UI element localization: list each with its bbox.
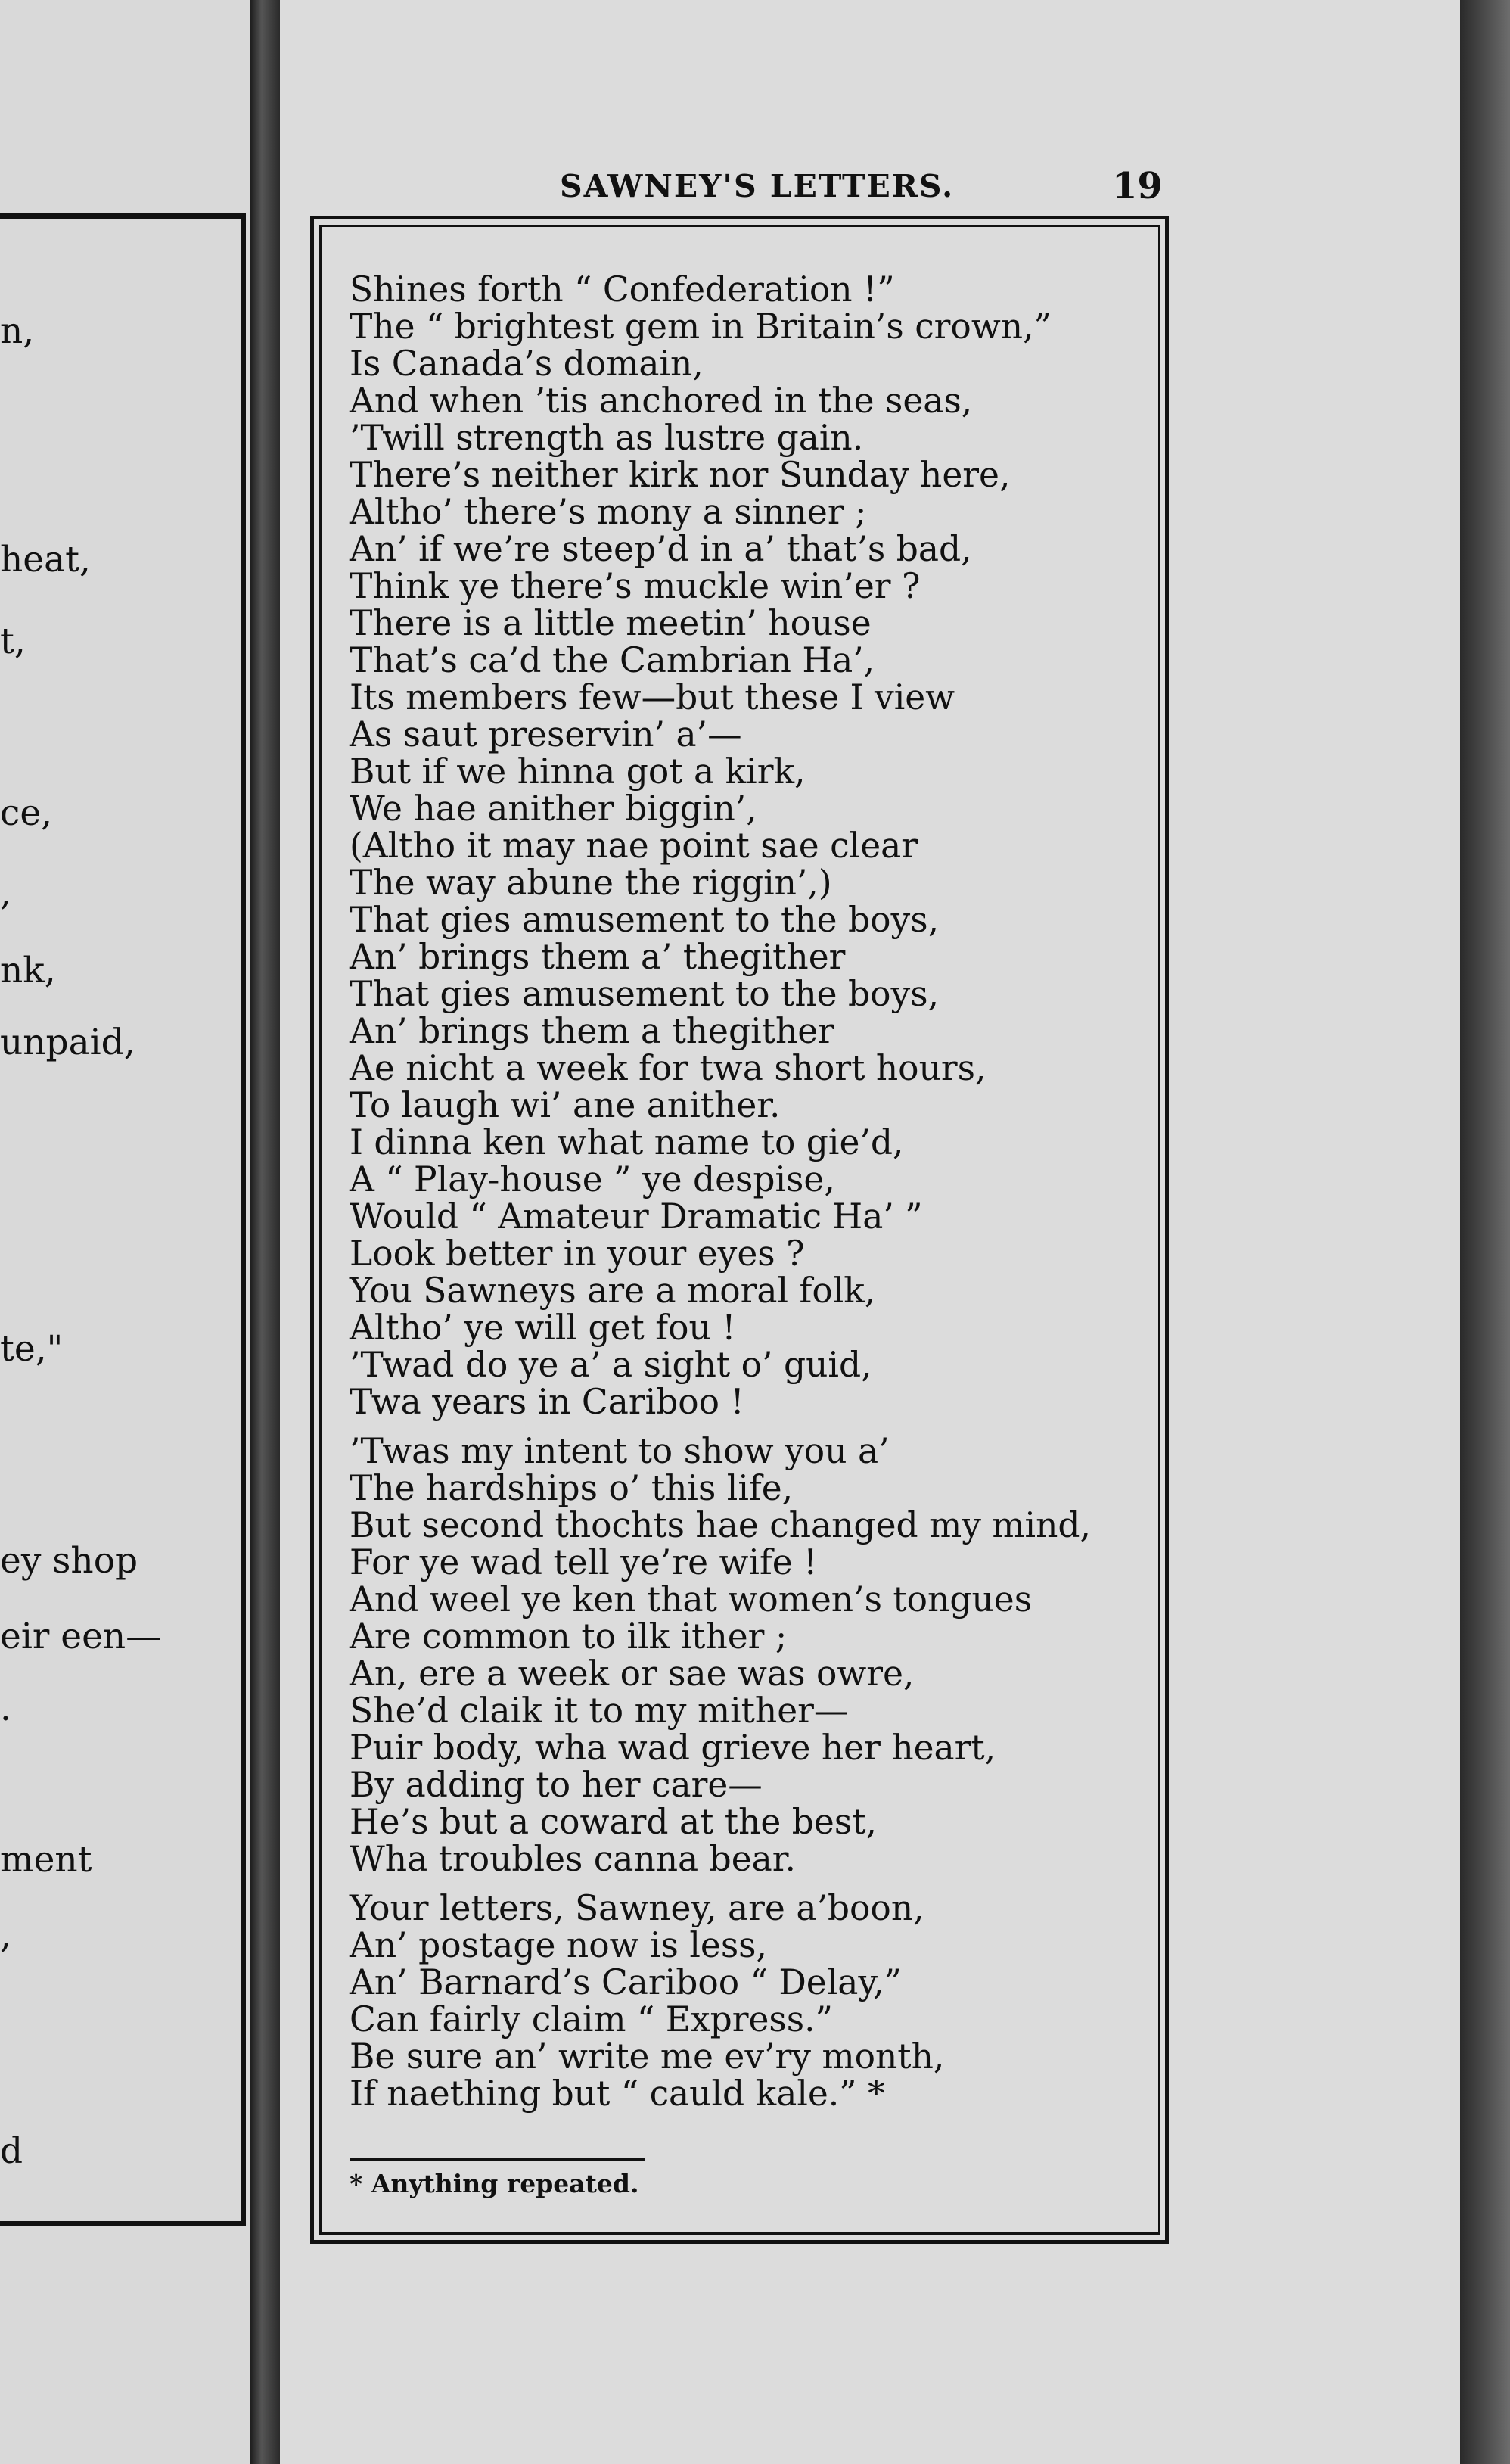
poem-line: He’s but a coward at the best,	[350, 1802, 877, 1842]
poem-line: For ye wad tell ye’re wife !	[350, 1542, 818, 1582]
poem-line: There is a little meetin’ house	[350, 603, 872, 643]
poem-line: Wha troubles canna bear.	[350, 1839, 797, 1879]
poem-line: But second thochts hae changed my mind,	[350, 1505, 1091, 1545]
poem-line: The “ brightest gem in Britain’s crown,”	[350, 306, 1052, 347]
left-page-fragment: ce,	[0, 792, 53, 834]
poem-line: Is Canada’s domain,	[350, 344, 704, 384]
left-page-fragment: t,	[0, 621, 26, 662]
poem-line: An, ere a week or sae was owre,	[350, 1654, 915, 1694]
page-number: 19	[1112, 165, 1163, 207]
left-page-fragment: .	[0, 1688, 11, 1729]
left-page-fragment: unpaid,	[0, 1022, 135, 1063]
poem-body	[350, 271, 1144, 2112]
poem-line: Would “ Amateur Dramatic Ha’ ”	[350, 1196, 923, 1237]
poem-line: To laugh wi’ ane anither.	[350, 1085, 781, 1125]
poem-line: A “ Play-house ” ye despise,	[350, 1159, 835, 1199]
running-header: SAWNEY'S LETTERS.	[560, 168, 955, 204]
book-gutter	[250, 0, 280, 2464]
poem-line: We hae anither biggin’,	[350, 789, 757, 829]
poem-line: Your letters, Sawney, are a’boon,	[350, 1888, 924, 1928]
left-page-fragment: n,	[0, 310, 35, 352]
poem-line: An’ brings them a’ thegither	[350, 937, 846, 977]
left-page-fragment: ment	[0, 1839, 92, 1881]
poem-line: Twa years in Cariboo !	[350, 1382, 744, 1422]
left-page-fragment: nk,	[0, 950, 56, 991]
poem-line: An’ if we’re steep’d in a’ that’s bad,	[350, 529, 972, 569]
poem-line: Puir body, wha wad grieve her heart,	[350, 1728, 996, 1768]
poem-line: (Altho it may nae point sae clear	[350, 826, 918, 866]
left-page-fragment: eir een—	[0, 1616, 162, 1657]
poem-line: But if we hinna got a kirk,	[350, 751, 806, 792]
poem-line: That gies amusement to the boys,	[350, 974, 940, 1014]
poem-line: Shines forth “ Confederation !”	[350, 269, 895, 310]
left-page-fragment: ,	[0, 1915, 11, 1956]
poem-line: The hardships o’ this life,	[350, 1468, 794, 1508]
footnote-rule	[350, 2158, 645, 2161]
poem-line: I dinna ken what name to gie’d,	[350, 1122, 904, 1162]
poem-line: She’d claik it to my mither—	[350, 1691, 849, 1731]
poem-line: ’Twad do ye a’ a sight o’ guid,	[350, 1345, 872, 1385]
poem-line: And when ’tis anchored in the seas,	[350, 381, 973, 421]
poem-line: ’Twas my intent to show you a’	[350, 1431, 890, 1471]
poem-line: You Sawneys are a moral folk,	[350, 1271, 876, 1311]
poem-line: Altho’ there’s mony a sinner ;	[350, 492, 867, 532]
poem-line: And weel ye ken that women’s tongues	[350, 1579, 1033, 1619]
poem-line: Are common to ilk ither ;	[350, 1616, 788, 1657]
poem-line: Ae nicht a week for twa short hours,	[350, 1048, 986, 1088]
poem-line: Look better in your eyes ?	[350, 1234, 805, 1274]
left-page-border	[0, 213, 246, 2226]
poem-line: An’ brings them a thegither	[350, 1011, 834, 1051]
poem-line: As saut preservin’ a’—	[350, 714, 742, 754]
poem-line: The way abune the riggin’,)	[350, 863, 832, 903]
poem-line: Altho’ ye will get fou !	[350, 1308, 736, 1348]
page-edge-shadow	[1460, 0, 1510, 2464]
poem-line: Can fairly claim “ Express.”	[350, 1999, 833, 2039]
poem-line: An’ postage now is less,	[350, 1925, 767, 1965]
left-page-fragment: heat,	[0, 539, 91, 580]
footnote: * Anything repeated.	[350, 2169, 639, 2198]
poem-line: An’ Barnard’s Cariboo “ Delay,”	[350, 1962, 902, 2002]
poem-line: That gies amusement to the boys,	[350, 900, 940, 940]
poem-line: Think ye there’s muckle win’er ?	[350, 566, 921, 606]
poem-line: There’s neither kirk nor Sunday here,	[350, 455, 1011, 495]
left-page-fragment: ,	[0, 872, 11, 913]
poem-line: If naething but “ cauld kale.” *	[350, 2074, 885, 2114]
poem-line: Its members few—but these I view	[350, 677, 955, 717]
left-facing-page	[0, 0, 250, 2464]
poem-line: ’Twill strength as lustre gain.	[350, 418, 864, 458]
poem-line: Be sure an’ write me ev’ry month,	[350, 2036, 945, 2077]
left-page-fragment: d	[0, 2130, 23, 2172]
left-page-fragment: ey shop	[0, 1540, 138, 1582]
poem-line: That’s ca’d the Cambrian Ha’,	[350, 640, 875, 680]
left-page-fragment: te,"	[0, 1328, 64, 1370]
poem-line: By adding to her care—	[350, 1765, 763, 1805]
